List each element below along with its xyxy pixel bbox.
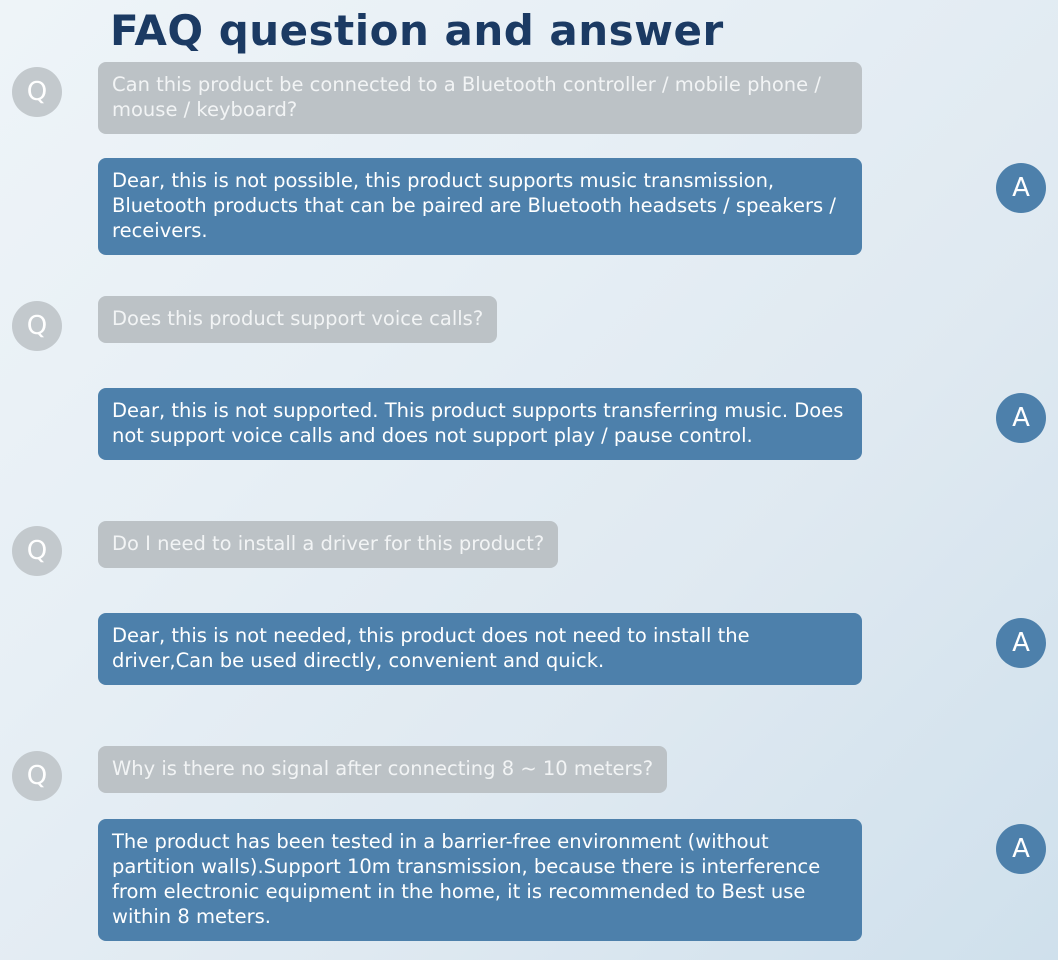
question-badge: Q <box>12 67 62 117</box>
question-text: Do I need to install a driver for this product? <box>98 521 558 568</box>
faq-answer-3 <box>0 613 1030 685</box>
faq-answer-4 <box>0 819 1030 941</box>
question-badge: Q <box>12 301 62 351</box>
faq-question-2 <box>0 296 960 343</box>
question-text: Does this product support voice calls? <box>98 296 497 343</box>
page-title: FAQ question and answer <box>110 6 724 55</box>
faq-question-3 <box>0 521 960 568</box>
answer-text: The product has been tested in a barrier-free environment (without partition walls).Support 10m transmission, because there is interference from electronic equipment in the home, it is recommended to Best use within 8 meters. <box>98 819 862 941</box>
faq-question-1 <box>0 62 960 134</box>
answer-text: Dear, this is not needed, this product does not need to install the driver,Can be used directly, convenient and quick. <box>98 613 862 685</box>
answer-badge: A <box>996 163 1046 213</box>
faq-answer-2 <box>0 388 1030 460</box>
answer-text: Dear, this is not supported. This product supports transferring music. Does not support voice calls and does not support play / pause control. <box>98 388 862 460</box>
answer-badge: A <box>996 393 1046 443</box>
question-badge: Q <box>12 751 62 801</box>
faq-question-4 <box>0 746 960 793</box>
answer-text: Dear, this is not possible, this product supports music transmission, Bluetooth products that can be paired are Bluetooth headsets / speakers / receivers. <box>98 158 862 255</box>
question-text: Why is there no signal after connecting 8 ~ 10 meters? <box>98 746 667 793</box>
answer-badge: A <box>996 618 1046 668</box>
question-badge: Q <box>12 526 62 576</box>
faq-answer-1 <box>0 158 1030 255</box>
question-text: Can this product be connected to a Bluetooth controller / mobile phone / mouse / keyboard? <box>98 62 862 134</box>
answer-badge: A <box>996 824 1046 874</box>
